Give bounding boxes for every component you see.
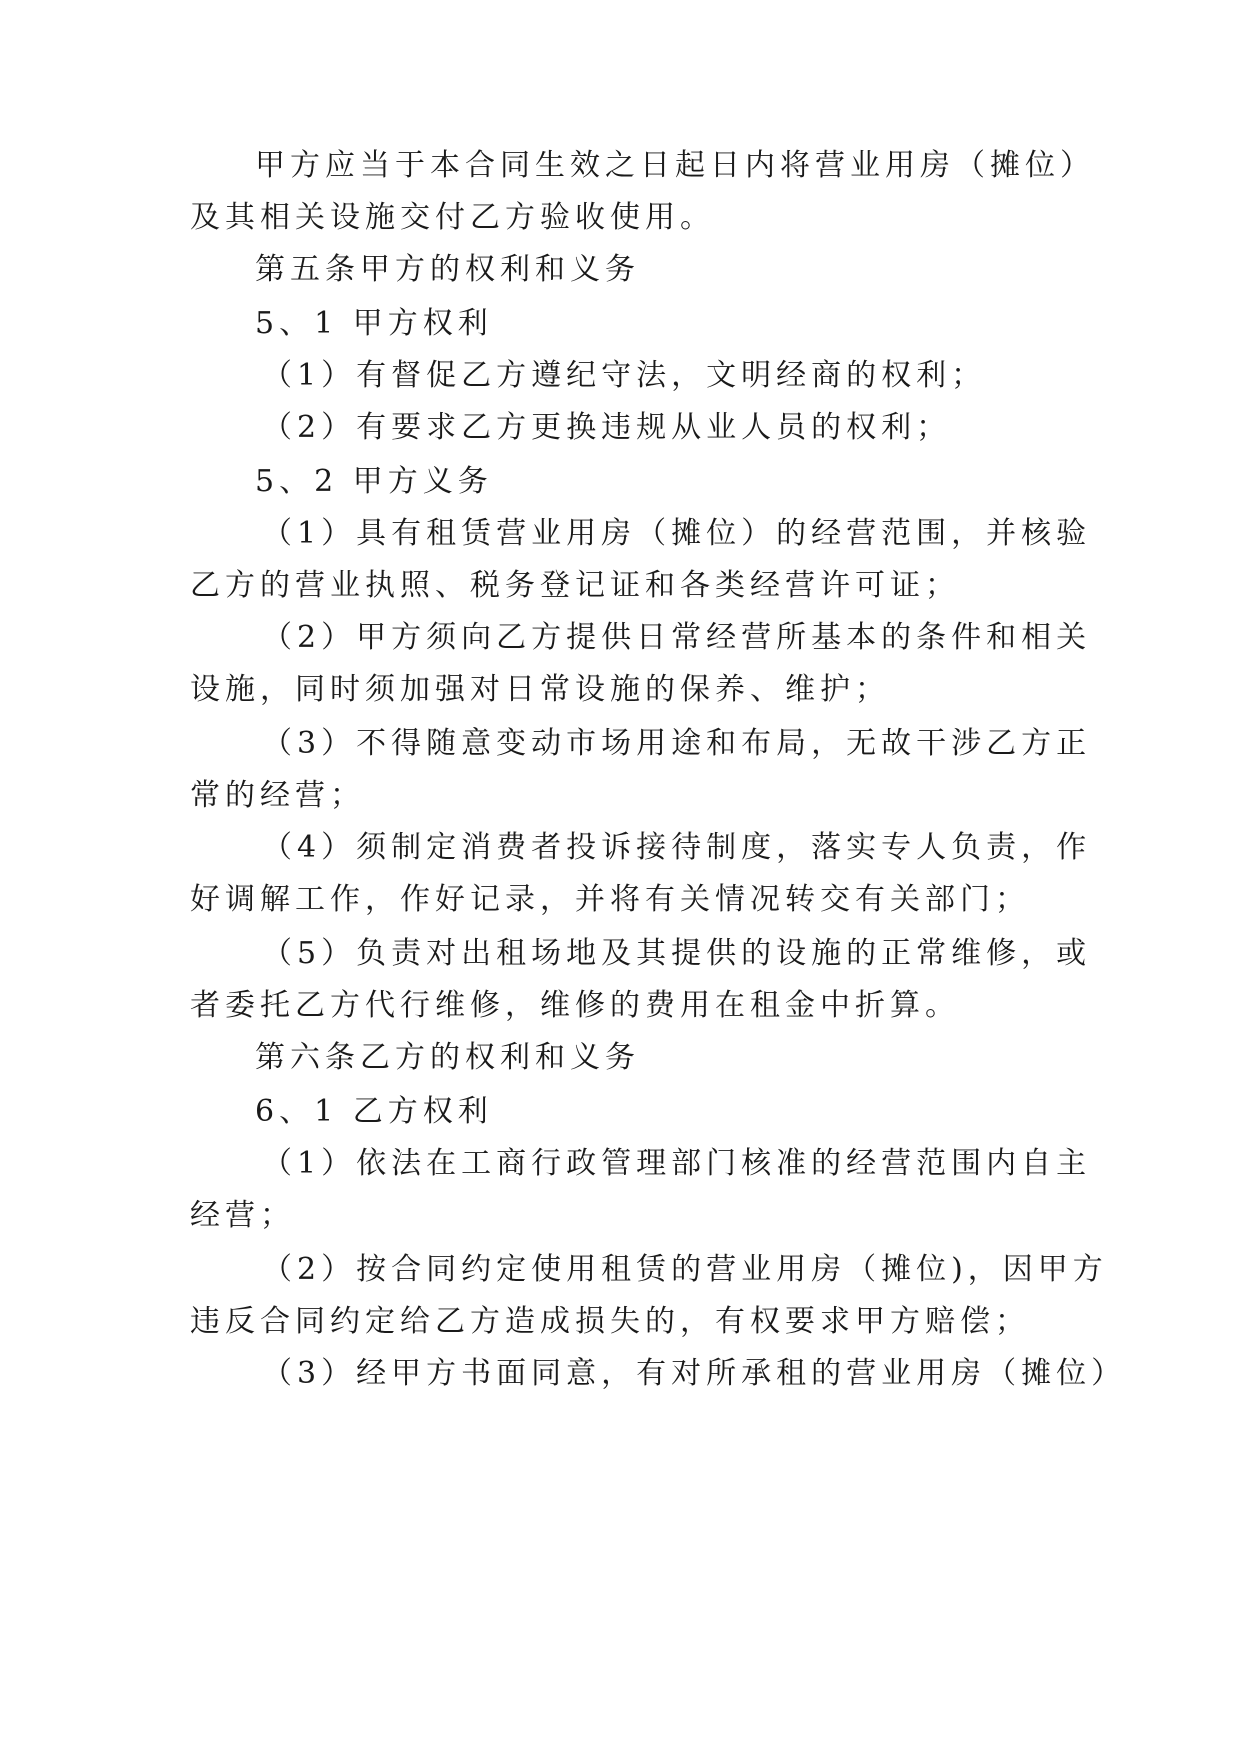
text-line: 常的经营； xyxy=(190,778,365,813)
subsection-heading: 6、1 乙方权利 xyxy=(255,1094,493,1129)
text-line: 者委托乙方代行维修，维修的费用在租金中折算。 xyxy=(190,988,960,1023)
text-line: 违反合同约定给乙方造成损失的，有权要求甲方赔偿； xyxy=(190,1304,1030,1339)
text-line: 甲方应当于本合同生效之日起日内将营业用房（摊位） xyxy=(255,148,1095,183)
text-line: 好调解工作，作好记录，并将有关情况转交有关部门； xyxy=(190,882,1030,917)
text-line: 经营； xyxy=(190,1198,295,1233)
text-line: 乙方的营业执照、税务登记证和各类经营许可证； xyxy=(190,568,960,603)
text-line: （3）不得随意变动市场用途和布局，无故干涉乙方正 xyxy=(262,726,1092,761)
text-line: （2）按合同约定使用租赁的营业用房（摊位)，因甲方 xyxy=(262,1252,1108,1287)
text-line: （5）负责对出租场地及其提供的设施的正常维修，或 xyxy=(262,936,1092,971)
text-line: （3）经甲方书面同意，有对所承租的营业用房（摊位） xyxy=(262,1356,1127,1391)
text-line: （4）须制定消费者投诉接待制度，落实专人负责，作 xyxy=(262,830,1092,865)
subsection-heading: 5、2 甲方义务 xyxy=(255,464,493,499)
text-line: 设施，同时须加强对日常设施的保养、维护； xyxy=(190,672,890,707)
text-line: （2）有要求乙方更换违规从业人员的权利； xyxy=(262,410,952,445)
section-heading: 第五条甲方的权利和义务 xyxy=(255,252,640,287)
text-line: （2）甲方须向乙方提供日常经营所基本的条件和相关 xyxy=(262,620,1092,655)
subsection-heading: 5、1 甲方权利 xyxy=(255,306,493,341)
text-line: （1）依法在工商行政管理部门核准的经营范围内自主 xyxy=(262,1146,1092,1181)
section-heading: 第六条乙方的权利和义务 xyxy=(255,1040,640,1075)
text-line: （1）具有租赁营业用房（摊位）的经营范围，并核验 xyxy=(262,516,1092,551)
text-line: 及其相关设施交付乙方验收使用。 xyxy=(190,200,715,235)
text-line: （1）有督促乙方遵纪守法，文明经商的权利； xyxy=(262,358,987,393)
